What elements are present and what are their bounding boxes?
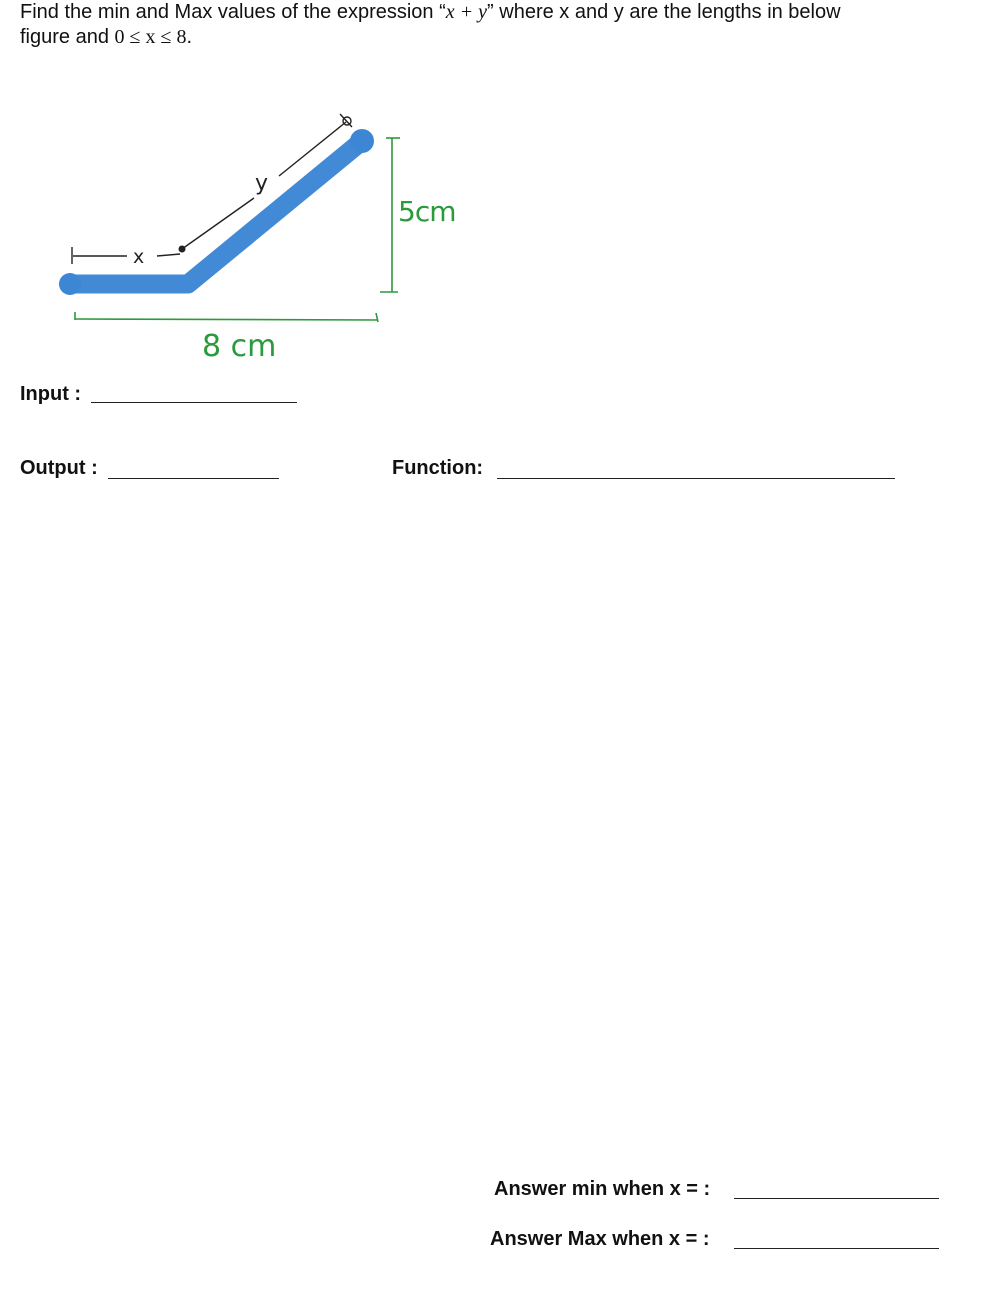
constraint: 0 ≤ x ≤ 8 (114, 26, 187, 48)
problem-text: . (186, 26, 193, 48)
problem-text: figure and (20, 26, 115, 48)
label-height: 5cm (398, 195, 456, 228)
answer-min-blank[interactable] (734, 1198, 939, 1199)
pipe (59, 129, 374, 295)
pipe-shape (72, 141, 362, 284)
width-dimension (75, 312, 378, 322)
height-dimension (380, 138, 400, 292)
pipe-figure (0, 0, 1000, 400)
pipe-end-cap (59, 273, 81, 295)
expression: x + y (445, 1, 488, 23)
input-label: Input : (20, 383, 82, 405)
function-blank[interactable] (497, 478, 895, 479)
answer-max-blank[interactable] (734, 1248, 939, 1249)
pipe-end-cap (350, 129, 374, 153)
label-y: y (255, 171, 269, 196)
answer-min-label: Answer min when x = : (494, 1178, 711, 1200)
width-line (75, 319, 378, 320)
function-label: Function: (392, 457, 484, 479)
problem-text: Find the min and Max values of the expression “ (20, 1, 446, 23)
label-x: x (133, 246, 145, 268)
output-blank[interactable] (108, 478, 279, 479)
x-line-right (157, 254, 180, 256)
problem-text: ” where x and y are the lengths in below (487, 1, 841, 23)
x-dimension (72, 247, 180, 264)
input-blank[interactable] (91, 402, 297, 403)
label-width: 8 cm (202, 329, 277, 364)
output-label: Output : (20, 457, 98, 479)
answer-max-label: Answer Max when x = : (490, 1228, 710, 1250)
